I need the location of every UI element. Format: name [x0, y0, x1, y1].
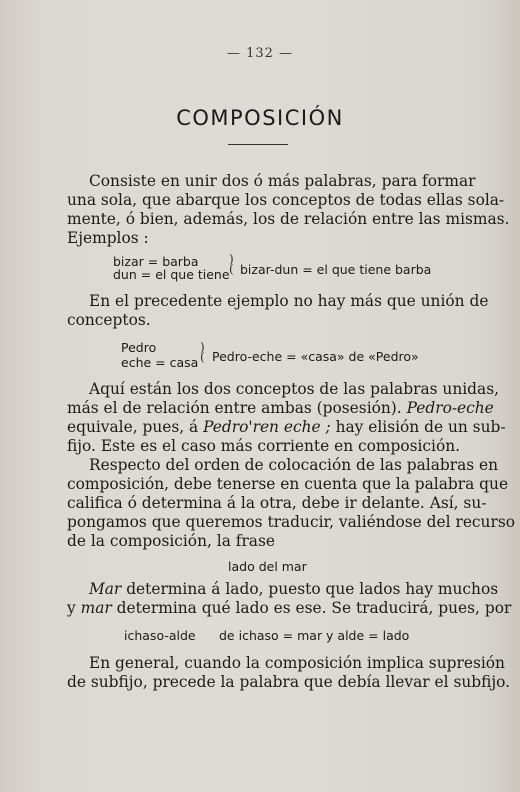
example-2-line-1: Pedro [121, 340, 157, 355]
paragraph-3-line-2: más el de relación entre ambas (posesión). Pedro-eche [67, 399, 494, 417]
paragraph-4-line-5: de la composición, la frase [67, 532, 275, 550]
paragraph-4-line-1: Respecto del orden de colocación de las palabras en [89, 456, 499, 474]
paragraph-2-line-1: En el precedente ejemplo no hay más que unión de [89, 292, 489, 310]
example-2-line-2: eche = casa [121, 355, 199, 370]
paragraph-3-line-3: equivale, pues, á Pedro'ren eche ; hay elisión de un sub- [67, 418, 506, 436]
example-2-result: Pedro-eche = «casa» de «Pedro» [212, 349, 419, 364]
paragraph-2-line-2: conceptos. [67, 311, 151, 329]
example-1-line-1: bizar = barba [113, 254, 199, 269]
example-1-line-2: dun = el que tiene [113, 267, 230, 282]
paragraph-1-line-1: Consiste en unir dos ó más palabras, para formar [89, 172, 476, 190]
paragraph-1-line-3: mente, ó bien, además, los de relación entre las mismas. [67, 210, 510, 228]
example-1-brace: ) ( [229, 252, 234, 276]
paragraph-5-line-2: y mar determina qué lado es ese. Se traducirá, pues, por [67, 599, 512, 617]
paragraph-1-line-4: Ejemplos : [67, 229, 149, 247]
paragraph-6-line-2: de subfijo, precede la palabra que debía llevar el subfijo. [67, 673, 511, 691]
italic-term: Pedro'ren eche ; [203, 418, 331, 436]
paragraph-4-line-2: composición, debe tenerse en cuenta que la palabra que [67, 475, 509, 493]
paragraph-4-line-4: pongamos que queremos traducir, valiéndose del recurso [67, 513, 515, 531]
paragraph-6-line-1: En general, cuando la composición implica supresión [89, 654, 505, 672]
section-title: COMPOSICIÓN [176, 106, 344, 130]
italic-term: Pedro-eche [406, 399, 494, 417]
paragraph-3-line-4: fijo. Este es el caso más corriente en composición. [67, 437, 461, 455]
example-3-gloss: de ichaso = mar y alde = lado [219, 628, 410, 643]
example-3-compound: ichaso-alde [124, 628, 196, 643]
paragraph-3-line-1: Aquí están los dos conceptos de las palabras unidas, [89, 380, 499, 398]
paragraph-4-line-3: califica ó determina á la otra, debe ir delante. Así, su- [67, 494, 487, 512]
italic-term: Mar [89, 580, 122, 598]
page-number: — 132 — [226, 46, 294, 61]
title-underline [228, 144, 288, 145]
example-1-result: bizar-dun = el que tiene barba [240, 262, 432, 277]
italic-term: mar [80, 599, 112, 617]
example-2-brace: ) ( [200, 340, 205, 364]
paragraph-5-line-1: Mar determina á lado, puesto que lados hay muchos [89, 580, 499, 598]
paragraph-1-line-2: una sola, que abarque los conceptos de todas ellas sola- [67, 191, 505, 209]
example-phrase: lado del mar [228, 559, 307, 574]
